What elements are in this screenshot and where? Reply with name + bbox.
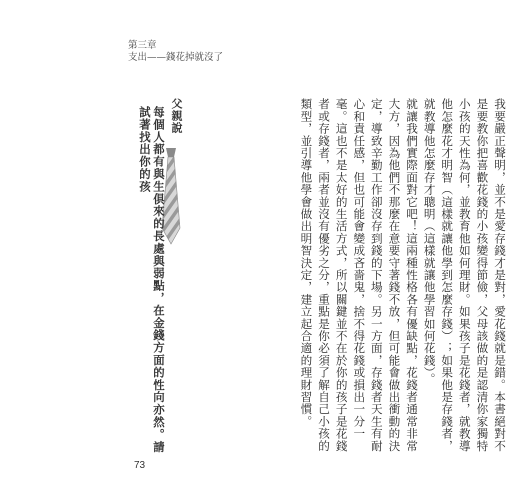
paragraph-1: 我要嚴正聲明，並不是愛存錢才是對，愛花錢就是錯。本書絕對不是要教你把喜歡花錢的小孩變得節儉，父母該做的是認清你家獨特小孩的天性為何，並教育他如何理財。如果孩子是花錢者，就教導他怎麼花才明智（這樣就讓他學到怎麼存錢）；如果他是存錢者，就教導他怎麼存才聰明（這樣就讓他學習如何花錢）。	[422, 98, 507, 452]
father-says-title: 父親說	[170, 98, 183, 134]
running-header	[128, 40, 223, 64]
main-text	[200, 98, 508, 458]
paragraph-2: 就讓我們實際面對它吧！這兩種性格各有優缺點，花錢者通常非常大方，因為他們不那麼在意要守著錢不放，但可能會做出衝動的決定，導致辛勤工作卻沒存到錢的下場。另一方面，存錢者天生有耐心和責任感，但也可能會變成吝嗇鬼，捨不得花錢或損出一分一毫。這也不是太好的生活方式，所以關鍵並不在於你的孩子是花錢者或存錢者，兩者並沒有優劣之分，重點是你必須了解自己小孩的類型，並引導他學會做出明智決定，建立起合適的理財習慣。	[299, 98, 420, 452]
father-says-box	[132, 98, 192, 458]
father-says-text: 每個人都有與生俱來的長處與弱點，在金錢方面的性向亦然。請試著找出你的孩	[138, 106, 166, 454]
chapter-subtitle: 支出——錢花掉就沒了	[128, 52, 224, 63]
page-number: 73	[134, 460, 146, 471]
chapter-label: 第三章	[128, 40, 157, 51]
